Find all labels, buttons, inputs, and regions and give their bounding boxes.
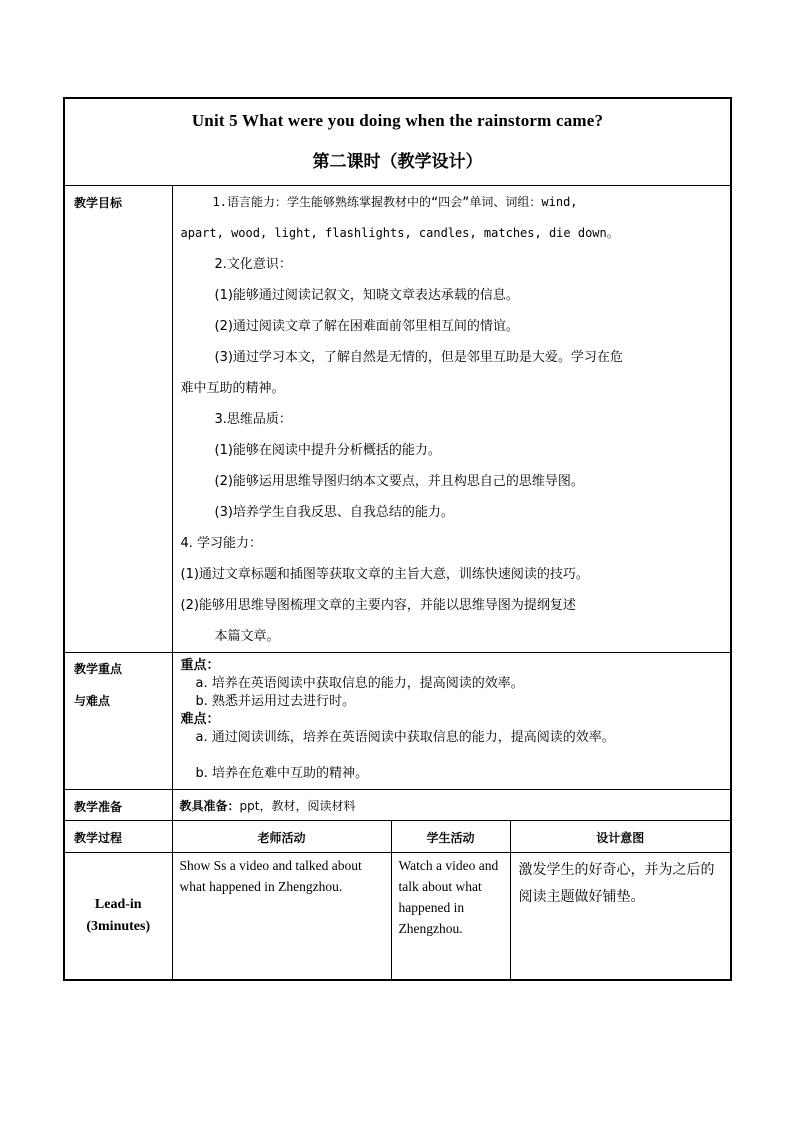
objective-line: 难中互助的精神。 [180,381,285,396]
objective-line: (2)能够用思维导图梳理文章的主要内容，并能以思维导图为提纲复述 [180,598,576,613]
objective-line: 4. 学习能力： [180,536,263,551]
key-heading: 重点： [180,658,220,673]
preparation-content [172,790,731,821]
objectives-row [64,186,731,653]
preparation-row [64,790,731,821]
objective-line: (3)通过学习本文，了解自然是无情的，但是邻里互助是大爱。学习在危 [214,350,623,365]
objective-line: 1.语言能力：学生能够熟练掌握教材中的“四会”单词、词组：wind, [212,195,578,209]
process-header-row [64,821,731,853]
stage-duration: (3minutes) [86,918,151,934]
column-header-teacher: 老师活动 [172,821,391,853]
difficult-heading: 难点： [180,712,220,727]
column-header-student: 学生活动 [391,821,510,853]
objective-line: 3.思维品质： [214,412,292,427]
key-item: b. 熟悉并运用过去进行时。 [195,694,356,709]
objective-line: (1)通过文章标题和插图等获取文章的主旨大意，训练快速阅读的技巧。 [180,567,589,582]
tools-label: 教具准备： [179,799,240,813]
title-cell [64,98,731,186]
title-row [64,98,731,186]
objective-line: (1)能够在阅读中提升分析概括的能力。 [214,443,441,458]
difficult-item: b. 培养在危难中互助的精神。 [195,766,369,781]
objectives-label: 教学目标 [64,186,172,653]
objective-line: (1)能够通过阅读记叙文，知晓文章表达承载的信息。 [214,288,519,303]
key-points-label [64,653,172,790]
lesson-plan-table [63,97,732,981]
key-points-row [64,653,731,790]
key-points-label-line1: 教学重点 [74,662,123,676]
design-intent: 激发学生的好奇心，并为之后的阅读主题做好铺垫。 [510,853,731,980]
title-english: Unit 5 What were you doing when the rainstorm came? [191,111,604,130]
objective-line: apart, wood, light, flashlights, candles, matches, die down。 [180,226,619,240]
student-activity: Watch a video and talk about what happened in Zhengzhou. [391,853,510,980]
difficult-item: a. 通过阅读训练，培养在英语阅读中获取信息的能力，提高阅读的效率。 [195,730,615,745]
objective-line: (2)能够运用思维导图归纳本文要点，并且构思自己的思维导图。 [214,474,584,489]
column-header-design: 设计意图 [510,821,731,853]
teacher-activity: Show Ss a video and talked about what happened in Zhengzhou. [172,853,391,980]
objective-line: 本篇文章。 [214,629,280,644]
key-points-content [172,653,731,790]
stage-cell [64,853,172,980]
key-item: a. 培养在英语阅读中获取信息的能力，提高阅读的效率。 [195,676,524,691]
preparation-label: 教学准备 [64,790,172,821]
table-row [64,853,731,980]
title-chinese: 第二课时（教学设计） [312,152,483,172]
objectives-content [172,186,731,653]
process-label: 教学过程 [64,821,172,853]
objective-line: (2)通过阅读文章了解在困难面前邻里相互间的情谊。 [214,319,519,334]
key-points-label-line2: 与难点 [74,694,111,708]
objective-line: (3)培养学生自我反思、自我总结的能力。 [214,505,454,520]
objective-line: 2.文化意识： [214,257,292,272]
stage-name: Lead-in [94,896,142,912]
tools-value: ppt，教材，阅读材料 [239,799,356,813]
